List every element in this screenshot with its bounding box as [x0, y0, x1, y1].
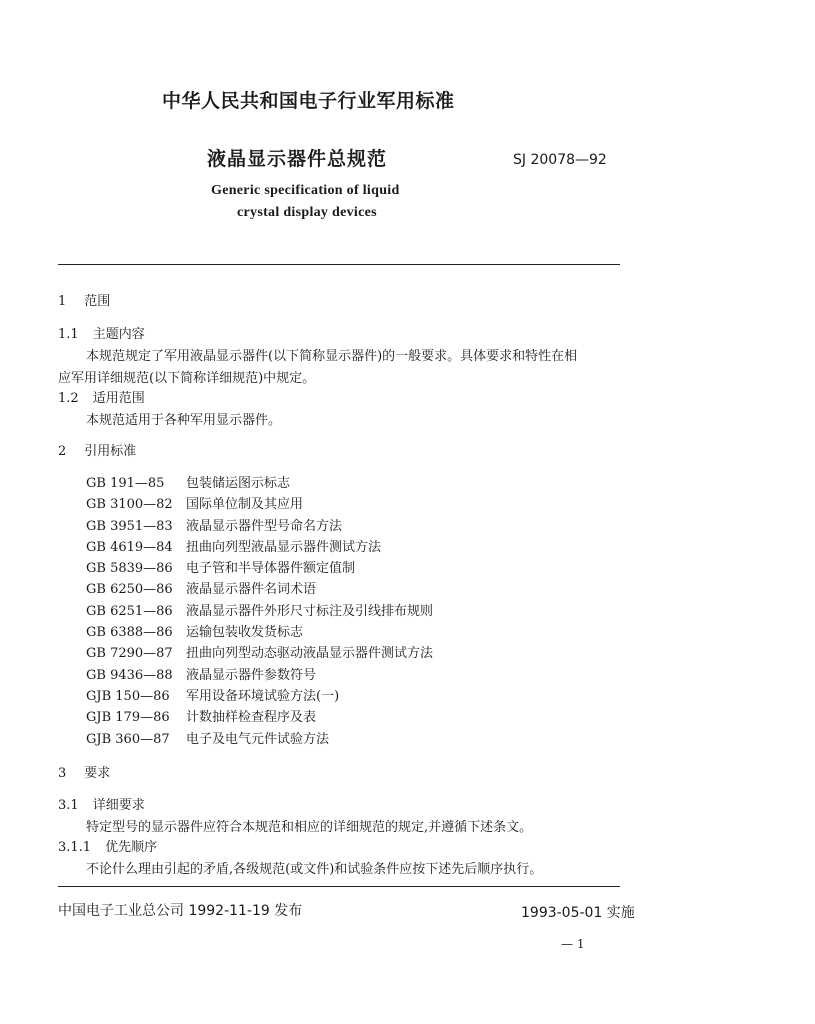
- reference-title: 包装储运图示标志: [186, 476, 291, 491]
- section-3-1-para: 特定型号的显示器件应符合本规范和相应的详细规范的规定,并遵循下述条文。: [86, 820, 533, 835]
- reference-row: [86, 515, 433, 536]
- reference-list: [86, 472, 433, 749]
- section-number: 1.1: [58, 327, 79, 342]
- section-title: 范围: [84, 294, 111, 309]
- page-number: [561, 937, 584, 951]
- reference-title: 液晶显示器件外形尺寸标注及引线排布规则: [186, 603, 434, 619]
- reference-row: [86, 472, 433, 493]
- english-title-line2: crystal display devices: [237, 205, 377, 220]
- reference-title: 液晶显示器件型号命名方法: [186, 518, 343, 534]
- reference-title: 运输包装收发货标志: [186, 625, 304, 641]
- reference-row: [86, 557, 433, 578]
- top-divider: [58, 264, 620, 265]
- section-number: 1.2: [58, 391, 79, 406]
- section-1-1-para-line1: 本规范规定了军用液晶显示器件(以下简称显示器件)的一般要求。具体要求和特性在相: [86, 349, 578, 364]
- section-number: 3.1.1: [58, 840, 92, 855]
- reference-row: [86, 578, 433, 599]
- reference-code: GJB 360—87: [86, 731, 170, 747]
- reference-title: 液晶显示器件名词术语: [186, 582, 317, 598]
- section-3-1-1-heading: [58, 836, 157, 855]
- reference-title: 电子管和半导体器件额定值制: [186, 561, 356, 577]
- issue-statement: 中国电子工业总公司 1992-11-19 发布: [58, 903, 303, 919]
- reference-title: 扭曲向列型动态驱动液晶显示器件测试方法: [186, 646, 434, 662]
- section-3-1-heading: [58, 794, 145, 813]
- reference-row: [86, 685, 433, 706]
- reference-title: 液晶显示器件参数符号: [186, 667, 317, 683]
- section-1-2-heading: [58, 387, 145, 406]
- reference-row: [86, 493, 433, 514]
- org-title: 中华人民共和国电子行业军用标准: [162, 90, 455, 112]
- section-2-heading: [58, 440, 136, 459]
- reference-row: [86, 706, 433, 727]
- reference-code: GB 6250—86: [86, 582, 173, 598]
- section-title: 详细要求: [92, 798, 145, 813]
- reference-title: 电子及电气元件试验方法: [186, 731, 330, 747]
- reference-title: 扭曲向列型液晶显示器件测试方法: [186, 539, 382, 555]
- reference-row: [86, 728, 433, 749]
- reference-code: GB 6251—86: [86, 603, 173, 619]
- reference-code: GB 6388—86: [86, 625, 173, 641]
- reference-code: GB 3951—83: [86, 518, 173, 534]
- section-1-heading: [58, 290, 110, 309]
- page-dash: —: [561, 937, 577, 951]
- doc-code: SJ 20078—92: [513, 152, 607, 168]
- reference-title: 国际单位制及其应用: [186, 497, 304, 513]
- reference-code: GJB 150—86: [86, 688, 170, 704]
- reference-row: [86, 642, 433, 663]
- section-number: 3.1: [58, 798, 79, 813]
- reference-code: GB 9436—88: [86, 667, 173, 683]
- section-1-1-para-line2: 应军用详细规范(以下简称详细规范)中规定。: [58, 371, 316, 386]
- reference-code: GB 7290—87: [86, 646, 173, 662]
- section-3-1-1-para: 不论什么理由引起的矛盾,各级规范(或文件)和试验条件应按下述先后顺序执行。: [86, 862, 543, 877]
- reference-code: GB 3100—82: [86, 497, 173, 513]
- section-number: 2: [58, 444, 67, 459]
- reference-row: [86, 664, 433, 685]
- reference-code: GJB 179—86: [86, 710, 170, 726]
- section-title: 适用范围: [92, 391, 145, 406]
- section-3-heading: [58, 762, 110, 781]
- english-title-line1: Generic specification of liquid: [211, 183, 400, 198]
- section-number: 3: [58, 766, 67, 781]
- reference-row: [86, 600, 433, 621]
- reference-code: GB 191—85: [86, 476, 165, 491]
- reference-code: GB 4619—84: [86, 539, 173, 555]
- section-1-1-heading: [58, 323, 145, 342]
- section-title: 优先顺序: [105, 840, 158, 855]
- reference-title: 军用设备环境试验方法(一): [186, 688, 340, 704]
- section-1-2-para: 本规范适用于各种军用显示器件。: [86, 413, 282, 428]
- section-number: 1: [58, 294, 67, 309]
- reference-title: 计数抽样检查程序及表: [186, 710, 317, 726]
- reference-row: [86, 621, 433, 642]
- section-title: 要求: [84, 766, 111, 781]
- section-title: 引用标准: [84, 444, 137, 459]
- reference-code: GB 5839—86: [86, 561, 173, 577]
- page-number-value: 1: [576, 937, 585, 951]
- section-title: 主题内容: [92, 327, 145, 342]
- doc-title: 液晶显示器件总规范: [207, 148, 388, 170]
- reference-row: [86, 536, 433, 557]
- effective-statement: 1993-05-01 实施: [521, 905, 635, 921]
- bottom-divider: [58, 886, 620, 887]
